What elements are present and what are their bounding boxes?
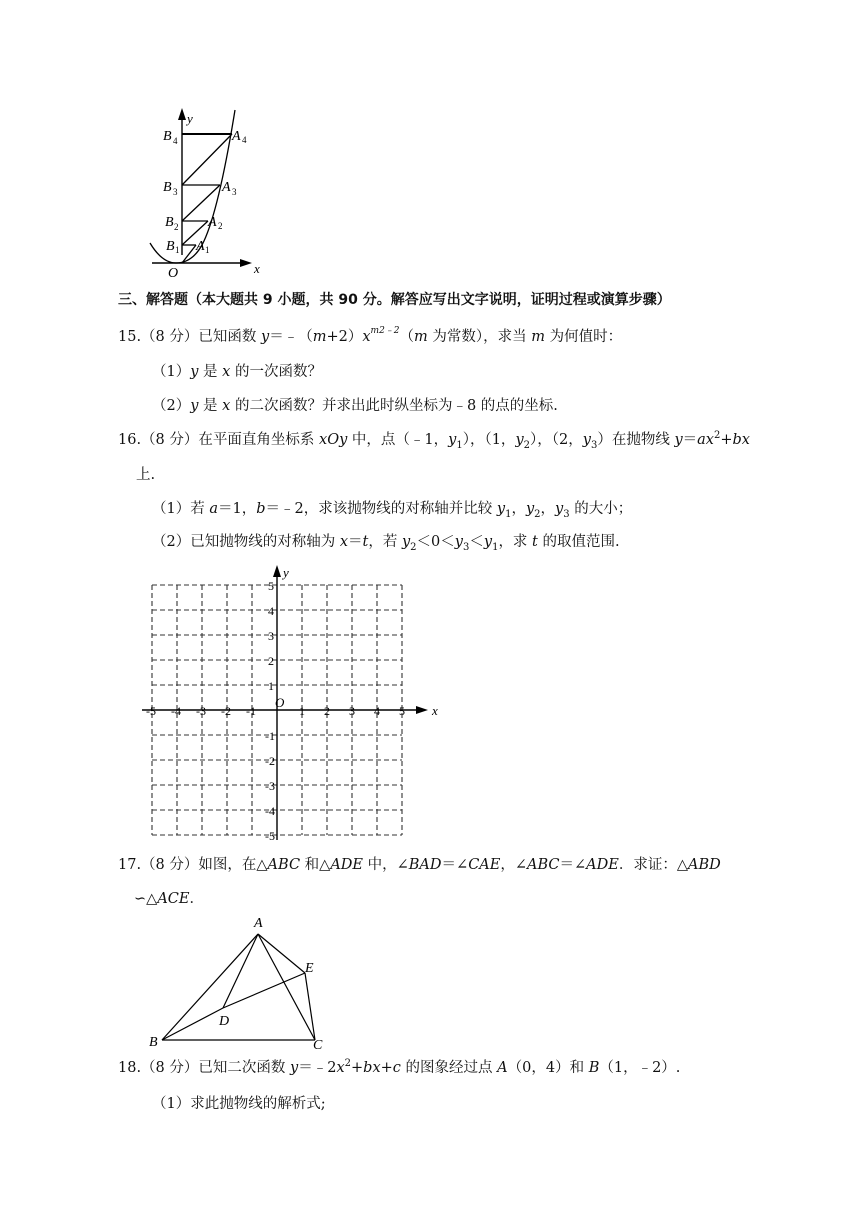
vertex-b-label: B [149, 1035, 158, 1050]
vertex-d-label: D [219, 1014, 230, 1029]
parabola-staircase-figure [140, 105, 280, 280]
grid-y-tick-label: -1 [265, 729, 275, 743]
point-label-a4: A [232, 129, 241, 144]
grid-y-tick-label: 3 [268, 629, 274, 643]
point-label-b1: B [166, 239, 175, 254]
grid-y-tick-label: 1 [268, 679, 274, 693]
point-sub-a1: 1 [205, 245, 210, 255]
grid-y-tick-label: -3 [265, 779, 275, 793]
grid-x-tick-label: 4 [374, 704, 380, 718]
section-heading: 三、解答题（本大题共 9 小题，共 90 分。解答应写出文字说明，证明过程或演算步骤） [118, 292, 671, 308]
q17-stem-cont: ∽△ACE． [134, 891, 204, 907]
q15-part2: （2）y 是 x 的二次函数？并求出此时纵坐标为﹣8 的点的坐标. [152, 398, 558, 414]
grid-x-tick-label: -4 [171, 704, 181, 718]
q18-stem: 18.（8 分）已知二次函数 $y=﹣2x^2+bx+c$ 的图象经过点 A（0，4）和 B（1，﹣2）. [118, 1058, 681, 1076]
point-label-a3: A [222, 180, 231, 195]
x-axis-arrow [416, 706, 428, 714]
point-sub-a3: 3 [232, 187, 237, 197]
coordinate-grid-figure [140, 560, 450, 840]
origin-label: O [168, 266, 179, 280]
grid-x-tick-label: -5 [146, 704, 156, 718]
grid-x-axis-label: x [432, 703, 438, 718]
point-sub-b2: 2 [174, 222, 179, 232]
grid-y-tick-label: -4 [265, 804, 275, 818]
grid-y-tick-label: -2 [265, 754, 275, 768]
grid-x-tick-label: 5 [399, 704, 405, 718]
q15-part1: （1）y 是 x 的一次函数？ [152, 364, 322, 380]
q18-part1: （1）求此抛物线的解析式; [152, 1096, 326, 1112]
grid-y-tick-label: -5 [265, 829, 275, 840]
q16-part1: （1）若 a＝1，b＝﹣2，求该抛物线的对称轴并比较 $y_1$，$y_2$，$y_3$ 的大小； [152, 501, 633, 520]
grid-x-tick-label: 2 [324, 704, 330, 718]
grid-y-tick-label: 2 [268, 654, 274, 668]
q16-stem: 16.（8 分）在平面直角坐标系 xOy 中，点（﹣1，$y_1$），（1，$y_2$），（2，$y_3$）在抛物线 $y=ax^2+bx$ [118, 430, 750, 451]
vertex-e-label: E [305, 961, 314, 976]
grid-x-tick-label: 1 [299, 704, 305, 718]
grid-x-tick-label: -2 [221, 704, 231, 718]
grid-origin-label: O [275, 695, 285, 710]
y-axis-arrow [273, 565, 281, 577]
grid-y-tick-label: 4 [268, 604, 274, 618]
point-label-a1: A [196, 239, 205, 254]
axis-x-label: x [254, 261, 260, 276]
q16-stem-cont: 上. [136, 467, 156, 483]
grid-x-tick-label: -1 [246, 704, 256, 718]
grid-x-tick-label: -3 [196, 704, 206, 718]
vertex-a-label: A [254, 916, 263, 931]
point-sub-b3: 3 [173, 187, 178, 197]
triangle-figure [140, 912, 340, 1052]
q17-stem: 17.（8 分）如图，在△ABC 和△ADE 中，∠BAD＝∠CAE，∠ABC＝∠ADE．求证：△ABD [118, 857, 721, 873]
point-label-b2: B [165, 215, 174, 230]
point-sub-a2: 2 [218, 221, 223, 231]
point-sub-b4: 4 [173, 136, 178, 146]
grid-x-tick-label: 3 [349, 704, 355, 718]
grid-y-tick-label: 5 [268, 579, 274, 593]
q15-stem: 15.（8 分）已知函数 $y=﹣(m+2)x^{m2﹣2}(m$ 为常数），求当 m 为何值时： [118, 326, 623, 345]
axis-y-label: y [187, 111, 193, 126]
vertex-c-label: C [313, 1038, 323, 1052]
point-sub-a4: 4 [242, 135, 247, 145]
point-label-a2: A [208, 215, 217, 230]
point-label-b4: B [163, 129, 172, 144]
point-sub-b1: 1 [175, 245, 180, 255]
q16-part2: （2）已知抛物线的对称轴为 x＝t，若 $y_2<0<y_3<y_1$，求 t 的取值范围. [152, 534, 620, 553]
point-label-b3: B [163, 180, 172, 195]
grid-y-axis-label: y [283, 565, 289, 580]
